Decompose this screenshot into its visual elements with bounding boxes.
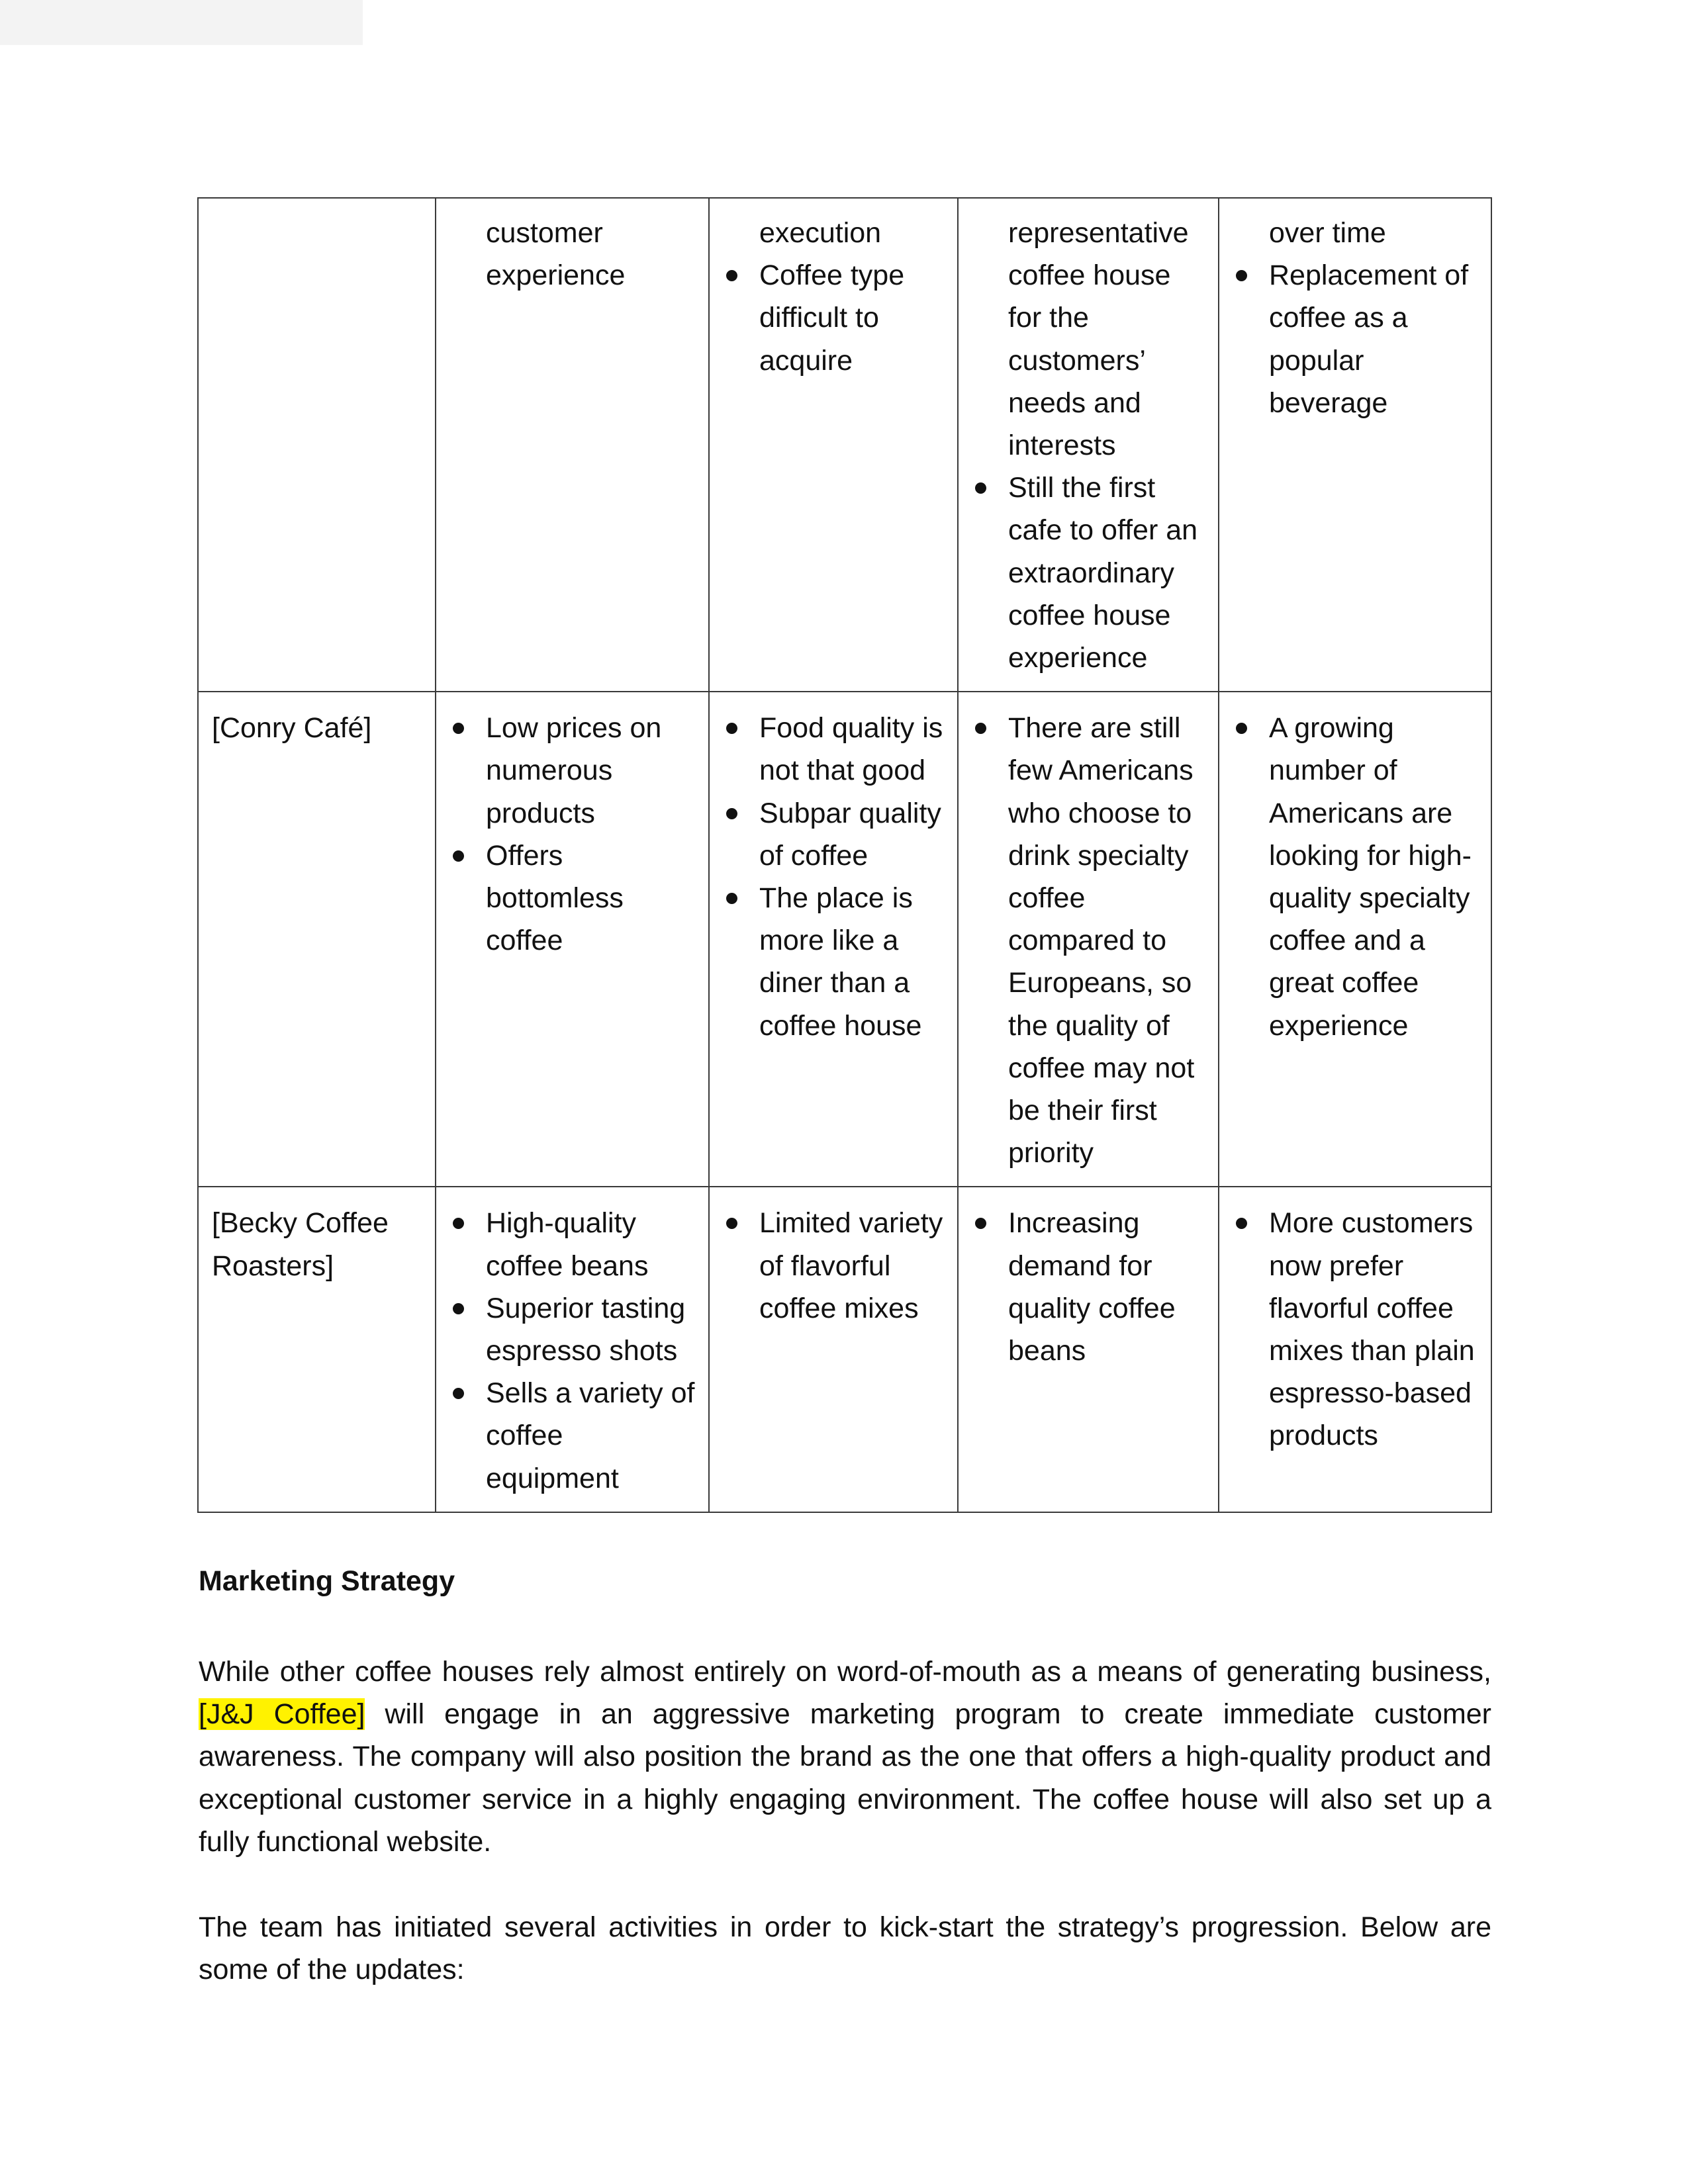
marketing-strategy-heading: Marketing Strategy: [199, 1565, 455, 1597]
bullet-icon: [453, 723, 464, 734]
list-item-text: There are still few Americans who choose to drink specialty coffee compared to Europeans, so the quality of coffee may not be their first priority: [1008, 712, 1195, 1169]
list-item-text: More customers now prefer flavorful coffee mixes than plain espresso-based products: [1269, 1207, 1475, 1452]
weaknesses-cell: [709, 198, 958, 692]
table-row: [198, 1187, 1491, 1512]
list-item-text: High-quality coffee beans: [486, 1207, 649, 1282]
bullet-list: [1233, 254, 1479, 424]
continued-text: experience: [486, 259, 626, 292]
weaknesses-cell: [709, 692, 958, 1187]
marketing-paragraph-2: The team has initiated several activities in order to kick-start the strategy’s progression. Below are some of the updates:: [199, 1911, 1491, 1986]
paragraph-1-text-start: While other coffee houses rely almost entirely on word-of-mouth as a means of generating business,: [199, 1656, 1491, 1688]
competitor-swot-table: [197, 197, 1492, 1513]
bullet-icon: [726, 270, 737, 281]
list-item-text: Sells a variety of coffee equipment: [486, 1377, 695, 1494]
list-item: [723, 792, 945, 877]
list-item-text: Limited variety of flavorful coffee mixes: [759, 1207, 943, 1324]
list-item-text: Subpar quality of coffee: [759, 797, 941, 872]
bullet-list: [723, 1202, 945, 1330]
bullet-icon: [726, 893, 737, 904]
list-item: [1233, 1202, 1479, 1457]
bullet-list: [1233, 1202, 1479, 1457]
table-row: [198, 692, 1491, 1187]
list-item: [449, 1202, 696, 1287]
bullet-icon: [726, 808, 737, 819]
list-item-text: Still the first cafe to offer an extraordinary coffee house experience: [1008, 472, 1198, 674]
threats-cell: [1219, 1187, 1491, 1512]
list-item-text: Coffee type difficult to acquire: [759, 259, 905, 377]
list-item-text: Food quality is not that good: [759, 712, 943, 787]
opportunities-cell: [958, 198, 1219, 692]
list-item: [449, 1372, 696, 1500]
list-item-text: The place is more like a diner than a coffee house: [759, 882, 922, 1042]
list-item: [449, 835, 696, 962]
bullet-icon: [1236, 270, 1247, 281]
list-item: [723, 254, 945, 382]
bullet-icon: [726, 723, 737, 734]
list-item: [1233, 707, 1479, 1047]
list-item: [723, 1202, 945, 1330]
bullet-icon: [975, 723, 986, 734]
strengths-cell: [436, 1187, 709, 1512]
table-row: [198, 198, 1491, 692]
threats-cell: [1219, 692, 1491, 1187]
bullet-list: [972, 467, 1206, 679]
bullet-list: [723, 707, 945, 1047]
marketing-paragraph-1: [199, 1651, 1491, 1863]
list-item: [449, 707, 696, 835]
list-item: [972, 467, 1206, 679]
competitor-name-cell: [Becky Coffee Roasters]: [198, 1187, 436, 1512]
list-item: [1233, 254, 1479, 424]
bullet-list: [972, 707, 1206, 1174]
list-item: [723, 707, 945, 792]
bullet-icon: [975, 1218, 986, 1229]
continued-text: over time: [1269, 217, 1386, 249]
list-item: [723, 877, 945, 1047]
opportunities-cell: [958, 692, 1219, 1187]
corner-tab: [0, 0, 363, 45]
list-item: [972, 1202, 1206, 1372]
bullet-icon: [453, 1303, 464, 1314]
list-item-text: Replacement of coffee as a popular beverage: [1269, 259, 1469, 419]
continued-text: representative coffee house for the customers’ needs and interests: [1008, 217, 1189, 462]
bullet-icon: [1236, 1218, 1247, 1229]
continued-text: customer: [486, 217, 603, 249]
paragraph-1-text-end: will engage in an aggressive marketing program to create immediate customer awareness. The company will also position the brand as the one that offers a high-quality product and exceptional customer service in a highly engaging environment. The coffee house will also set up a fully functional website.: [199, 1698, 1492, 1858]
bullet-list: [1233, 707, 1479, 1047]
bullet-list: [972, 1202, 1206, 1372]
bullet-list: [449, 707, 696, 962]
list-item-text: Low prices on numerous products: [486, 712, 662, 829]
bullet-icon: [726, 1218, 737, 1229]
list-item: [972, 707, 1206, 1174]
list-item-text: Superior tasting espresso shots: [486, 1292, 686, 1367]
list-item-text: A growing number of Americans are looking for high-quality specialty coffee and a great coffee experience: [1269, 712, 1472, 1042]
weaknesses-cell: [709, 1187, 958, 1512]
bullet-list: [723, 254, 945, 382]
bullet-icon: [453, 1218, 464, 1229]
competitor-name-cell: [Conry Café]: [198, 692, 436, 1187]
company-name-highlight: [J&J Coffee]: [199, 1698, 365, 1731]
threats-cell: [1219, 198, 1491, 692]
bullet-icon: [975, 482, 986, 494]
strengths-cell: [436, 198, 709, 692]
competitor-name-cell: [198, 198, 436, 692]
bullet-icon: [453, 1388, 464, 1399]
bullet-icon: [1236, 723, 1247, 734]
bullet-list: [449, 1202, 696, 1499]
list-item-text: Offers bottomless coffee: [486, 839, 624, 957]
opportunities-cell: [958, 1187, 1219, 1512]
list-item: [449, 1287, 696, 1372]
continued-text: execution: [759, 217, 882, 249]
bullet-icon: [453, 850, 464, 862]
strengths-cell: [436, 692, 709, 1187]
list-item-text: Increasing demand for quality coffee beans: [1008, 1207, 1176, 1367]
